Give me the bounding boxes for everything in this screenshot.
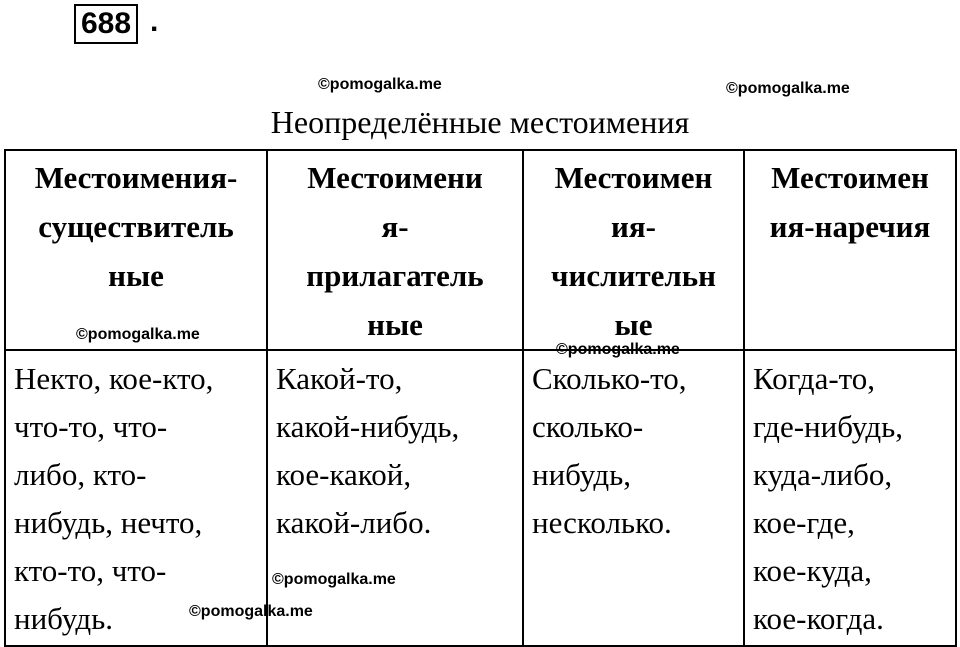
header-line: я- [381, 209, 409, 244]
header-line: числительн [551, 258, 716, 293]
watermark-text: ©pomogalka.me [556, 341, 680, 358]
watermark-text: ©pomogalka.me [318, 76, 442, 93]
cell-numerals [523, 350, 744, 646]
header-line: Местоимени [307, 160, 483, 195]
watermark-text: ©pomogalka.me [189, 603, 313, 620]
cell-line: кое-куда, [753, 553, 872, 588]
header-line: ия-наречия [769, 209, 931, 244]
header-line: существитель [38, 209, 234, 244]
table-row [5, 350, 956, 646]
table-title: Неопределённые местоимения [270, 104, 690, 140]
cell-line: Какой-то, [276, 361, 403, 396]
cell-line: несколько. [532, 505, 672, 540]
cell-line: сколько- [532, 409, 644, 444]
cell-nouns [5, 350, 267, 646]
header-adverbs [744, 150, 956, 350]
header-line: ые [614, 307, 653, 342]
watermark-text: ©pomogalka.me [726, 80, 850, 97]
header-line: Местоимен [771, 160, 929, 195]
cell-line: какой-либо. [276, 505, 432, 540]
header-line: Местоимен [554, 160, 713, 195]
cell-line: нибудь, [532, 457, 631, 492]
exercise-number-dot: . [150, 5, 159, 38]
table-header-row [5, 150, 956, 350]
cell-line: Сколько-то, [532, 361, 687, 396]
header-line: ные [108, 258, 164, 293]
cell-line: Когда-то, [753, 361, 876, 396]
cell-line: что-то, что- [14, 409, 168, 444]
exercise-number: 688 [74, 4, 138, 44]
cell-line: куда-либо, [753, 457, 893, 492]
cell-line: кое-где, [753, 505, 855, 540]
cell-line: кое-какой, [276, 457, 412, 492]
cell-adverbs [744, 350, 956, 646]
cell-adjectives [267, 350, 523, 646]
cell-line: кто-то, что- [14, 553, 167, 588]
pronouns-table [4, 149, 957, 647]
cell-line: какой-нибудь, [276, 409, 460, 444]
header-line: Местоимения- [34, 160, 238, 195]
cell-line: либо, кто- [14, 457, 147, 492]
header-adjectives [267, 150, 523, 350]
header-numerals [523, 150, 744, 350]
cell-line: где-нибудь, [753, 409, 904, 444]
header-line: ные [367, 307, 423, 342]
header-line: ия- [611, 209, 656, 244]
cell-line: нибудь. [14, 601, 113, 636]
header-line: прилагатель [306, 258, 484, 293]
cell-line: кое-когда. [753, 601, 884, 636]
watermark-text: ©pomogalka.me [76, 326, 200, 343]
cell-line: нибудь, нечто, [14, 505, 203, 540]
header-nouns [5, 150, 267, 350]
watermark-text: ©pomogalka.me [272, 571, 396, 588]
cell-line: Некто, кое-кто, [14, 361, 214, 396]
